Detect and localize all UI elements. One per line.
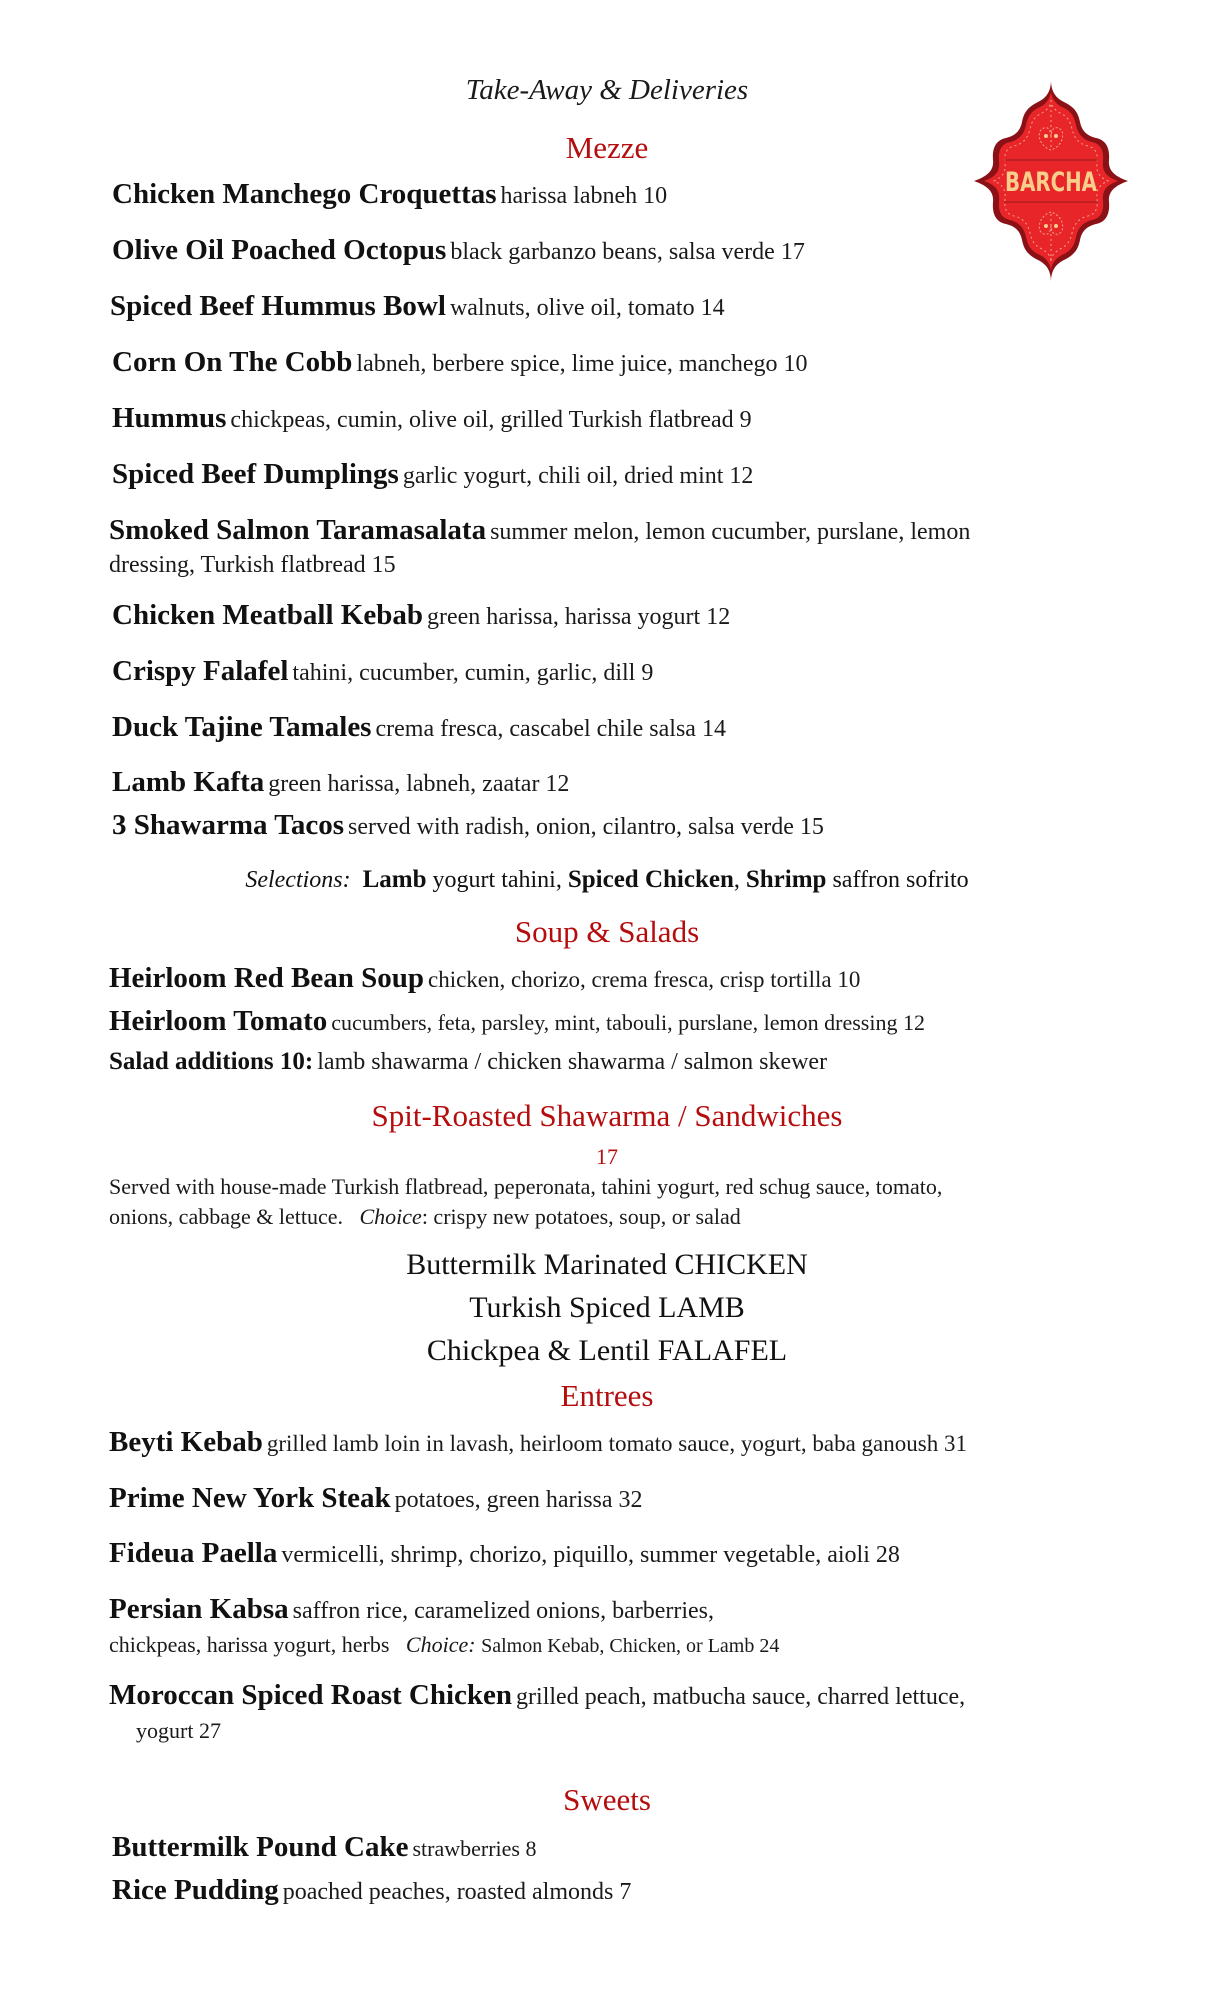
item-desc: served with radish, onion, cilantro, salsa verde 15 [348, 814, 824, 840]
menu-item [112, 178, 667, 211]
kabsa-choice-label: Choice: [405, 1632, 476, 1657]
section-heading-entrees: Entrees [560, 1378, 654, 1413]
taco-selections [0, 866, 1214, 894]
menu-item [112, 1831, 537, 1864]
item-desc: summer melon, lemon cucumber, purslane, lemon [490, 519, 971, 545]
section-heading-mezze: Mezze [565, 130, 649, 165]
item-desc: vermicelli, shrimp, chorizo, piquillo, summer vegetable, aioli 28 [281, 1542, 900, 1568]
item-desc: cucumbers, feta, parsley, mint, tabouli, purslane, lemon dressing 12 [331, 1010, 925, 1035]
item-name: Spiced Beef Dumplings [112, 458, 399, 490]
item-name: Smoked Salmon Taramasalata [109, 514, 487, 546]
barcha-logo-icon [968, 78, 1134, 284]
menu-item [109, 962, 860, 995]
item-name: Heirloom Tomato [109, 1005, 328, 1037]
item-desc: potatoes, green harissa 32 [394, 1487, 643, 1513]
item-desc: grilled lamb loin in lavash, heirloom tomato sauce, yogurt, baba ganoush 31 [266, 1431, 967, 1456]
item-name: Duck Tajine Tamales [112, 711, 372, 743]
shawarma-choice-label: Choice [359, 1204, 422, 1229]
menu-item [112, 809, 824, 842]
item-desc: green harissa, labneh, zaatar 12 [268, 771, 570, 797]
item-desc: crema fresca, cascabel chile salsa 14 [375, 716, 726, 742]
item-desc: harissa labneh 10 [500, 183, 668, 209]
selection-lamb-desc: yogurt tahini, [432, 867, 562, 893]
selection-shrimp-desc: saffron sofrito [832, 867, 969, 893]
item-name: 3 Shawarma Tacos [112, 809, 345, 841]
svg-text:BARCHA: BARCHA [1005, 167, 1098, 198]
menu-item [109, 514, 970, 547]
menu-item [109, 1537, 900, 1570]
item-name: Corn On The Cobb [112, 346, 353, 378]
menu-item [112, 599, 730, 632]
item-desc: labneh, berbere spice, lime juice, manchego 10 [356, 351, 808, 377]
menu-item [109, 1005, 925, 1038]
item-desc: green harissa, harissa yogurt 12 [426, 604, 731, 630]
salad-additions-label: Salad additions 10: [109, 1048, 314, 1075]
selection-separator: , [733, 867, 740, 893]
item-desc-continued: yogurt 27 [136, 1718, 221, 1743]
salad-additions-desc: lamb shawarma / chicken shawarma / salmon skewer [317, 1049, 828, 1075]
menu-item [112, 655, 653, 688]
selections-label: Selections: [245, 867, 351, 893]
section-heading-soup-salads: Soup & Salads [514, 914, 700, 949]
item-name: Chicken Manchego Croquettas [112, 178, 497, 210]
item-desc: black garbanzo beans, salsa verde 17 [450, 239, 805, 265]
menu-item [109, 1593, 714, 1626]
kabsa-desc2: chickpeas, harissa yogurt, herbs [109, 1632, 390, 1657]
item-desc: saffron rice, caramelized onions, barberries, [292, 1598, 715, 1624]
section-heading-sweets: Sweets [563, 1782, 651, 1817]
item-desc: tahini, cucumber, cumin, garlic, dill 9 [292, 660, 654, 686]
selection-shrimp: Shrimp [745, 866, 827, 893]
menu-item [109, 1482, 643, 1515]
shawarma-choice-desc: : crispy new potatoes, soup, or salad [421, 1204, 741, 1229]
item-name: Crispy Falafel [112, 655, 289, 687]
shawarma-price: 17 [596, 1144, 618, 1169]
item-name: Olive Oil Poached Octopus [112, 234, 447, 266]
item-desc: strawberries 8 [412, 1836, 537, 1861]
selection-spiced-chicken: Spiced Chicken [567, 866, 734, 893]
item-name: Rice Pudding [112, 1874, 279, 1906]
item-name: Buttermilk Pound Cake [112, 1831, 409, 1863]
menu-item [112, 766, 569, 799]
section-heading-shawarma: Spit-Roasted Shawarma / Sandwiches [371, 1098, 843, 1133]
shawarma-served-text: onions, cabbage & lettuce. [109, 1204, 343, 1229]
menu-item [109, 1426, 967, 1459]
item-name: Chicken Meatball Kebab [112, 599, 423, 631]
salad-additions [109, 1048, 827, 1076]
menu-item [112, 402, 752, 435]
barcha-logo [968, 78, 1134, 284]
menu-item [112, 458, 753, 491]
item-desc: chicken, chorizo, crema fresca, crisp tortilla 10 [428, 967, 861, 992]
shawarma-served-line1: Served with house-made Turkish flatbread, peperonata, tahini yogurt, red schug sauce, tomato, [109, 1174, 943, 1199]
item-desc: poached peaches, roasted almonds 7 [282, 1879, 632, 1905]
shawarma-option-falafel: Chickpea & Lentil FALAFEL [426, 1334, 788, 1367]
item-name: Prime New York Steak [109, 1482, 391, 1514]
menu-item [112, 1874, 631, 1907]
menu-item [110, 290, 725, 323]
page-title: Take-Away & Deliveries [465, 74, 749, 106]
selection-lamb: Lamb [362, 866, 427, 893]
shawarma-option-lamb: Turkish Spiced LAMB [469, 1291, 745, 1324]
item-desc: walnuts, olive oil, tomato 14 [449, 295, 725, 321]
item-name: Fideua Paella [109, 1537, 278, 1569]
item-name: Persian Kabsa [109, 1593, 289, 1625]
menu-item [109, 1679, 965, 1712]
item-name: Moroccan Spiced Roast Chicken [109, 1679, 513, 1711]
menu-item [112, 234, 805, 267]
item-name: Hummus [112, 402, 227, 434]
item-name: Lamb Kafta [112, 766, 265, 798]
kabsa-choice-desc: Salmon Kebab, Chicken, or Lamb 24 [481, 1635, 780, 1657]
menu-item [112, 346, 808, 379]
item-desc-continued: dressing, Turkish flatbread 15 [109, 552, 396, 578]
shawarma-served-line2 [109, 1204, 741, 1230]
menu-item [112, 711, 726, 744]
item-desc: garlic yogurt, chili oil, dried mint 12 [402, 463, 754, 489]
item-desc: chickpeas, cumin, olive oil, grilled Turkish flatbread 9 [230, 407, 752, 433]
shawarma-option-chicken: Buttermilk Marinated CHICKEN [406, 1248, 808, 1281]
item-desc-continued [109, 1632, 779, 1658]
item-name: Beyti Kebab [109, 1426, 263, 1458]
item-desc: grilled peach, matbucha sauce, charred lettuce, [516, 1684, 966, 1710]
item-name: Spiced Beef Hummus Bowl [110, 290, 446, 322]
item-name: Heirloom Red Bean Soup [109, 962, 424, 994]
